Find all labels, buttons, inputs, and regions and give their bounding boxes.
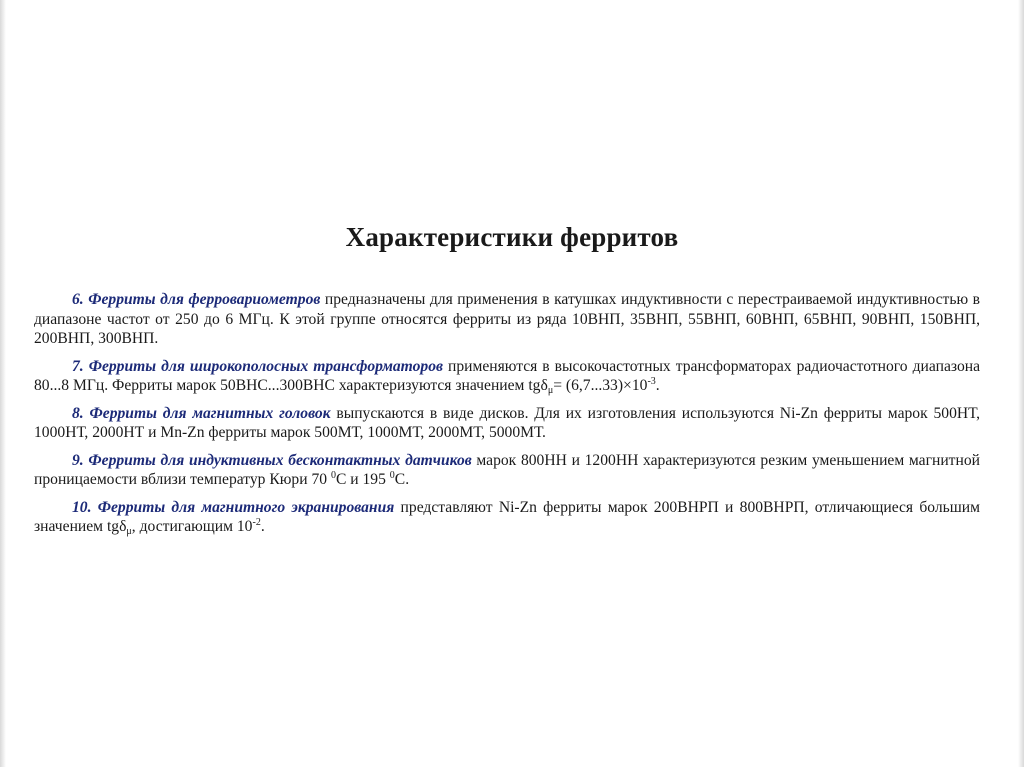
paragraph-7-subscript: μ <box>547 385 554 396</box>
paragraph-10 <box>34 498 980 537</box>
paragraph-8-text: выпускаются в виде дисков. Для их изготовления используются Ni-Zn ферриты марок 500НТ, 1000НТ, 2000НТ и Mn-Zn ферриты марок 500МТ, 1000МТ, 2000МТ, 5000МТ. <box>34 404 980 441</box>
paragraph-7 <box>34 357 980 396</box>
paragraph-10-superscript: -2 <box>252 517 261 528</box>
paragraph-9-text-3: С. <box>394 471 410 488</box>
paragraph-9-text: марок 800НН и 1200НН характеризуются резким уменьшением магнитной проницаемости вблизи температур Кюри 70 <box>34 451 980 488</box>
paragraph-9-text-2: С и 195 <box>335 471 390 488</box>
paragraph-10-text-3: . <box>260 518 265 535</box>
paragraph-7-text-3: . <box>655 377 660 394</box>
paragraph-6 <box>34 290 980 349</box>
paragraph-10-text: представляют Ni-Zn ферриты марок 200ВНРП и 800ВНРП, отличающиеся большим значением tgδ <box>34 498 980 535</box>
paragraph-9-superscript-1: 0 <box>330 470 336 481</box>
paragraph-6-text: предназначены для применения в катушках индуктивности с перестраиваемой индуктивностью в диапазоне частот от 250 до 6 МГц. К этой группе относятся ферриты из ряда 10ВНП, 35ВНП, 55ВНП, 60ВНП, 65ВНП, 90ВНП, 150ВНП, 200ВНП, 300ВНП. <box>34 291 980 347</box>
right-edge-shadow <box>1018 0 1024 767</box>
paragraph-9 <box>34 451 980 490</box>
paragraph-10-subscript: μ <box>126 526 132 537</box>
paragraph-7-text: применяются в высокочастотных трансформаторах радиочастотного диапазона 80...8 МГц. Ферриты марок 50ВНС...300ВНС характеризуются значением tgδ <box>34 357 981 394</box>
paragraph-8 <box>34 404 980 443</box>
paragraph-9-heading: 9. Ферриты для индуктивных бесконтактных датчиков <box>72 451 472 469</box>
paragraph-7-superscript: -3 <box>647 376 656 387</box>
body-text <box>34 290 980 541</box>
page-title: Характеристики ферритов <box>345 222 679 252</box>
paragraph-10-heading: 10. Ферриты для магнитного экранирования <box>72 498 395 516</box>
paragraph-7-text-2: = (6,7...33)×10 <box>553 377 648 394</box>
paragraph-7-heading: 7. Ферриты для широкополосных трансформаторов <box>72 357 443 375</box>
paragraph-10-text-2: , достигающим 10 <box>131 518 253 535</box>
left-edge-shadow <box>0 0 6 767</box>
paragraph-8-heading: 8. Ферриты для магнитных головок <box>72 404 331 422</box>
paragraph-9-superscript-2: 0 <box>389 470 395 481</box>
paragraph-6-heading: 6. Ферриты для ферровариометров <box>72 291 321 308</box>
